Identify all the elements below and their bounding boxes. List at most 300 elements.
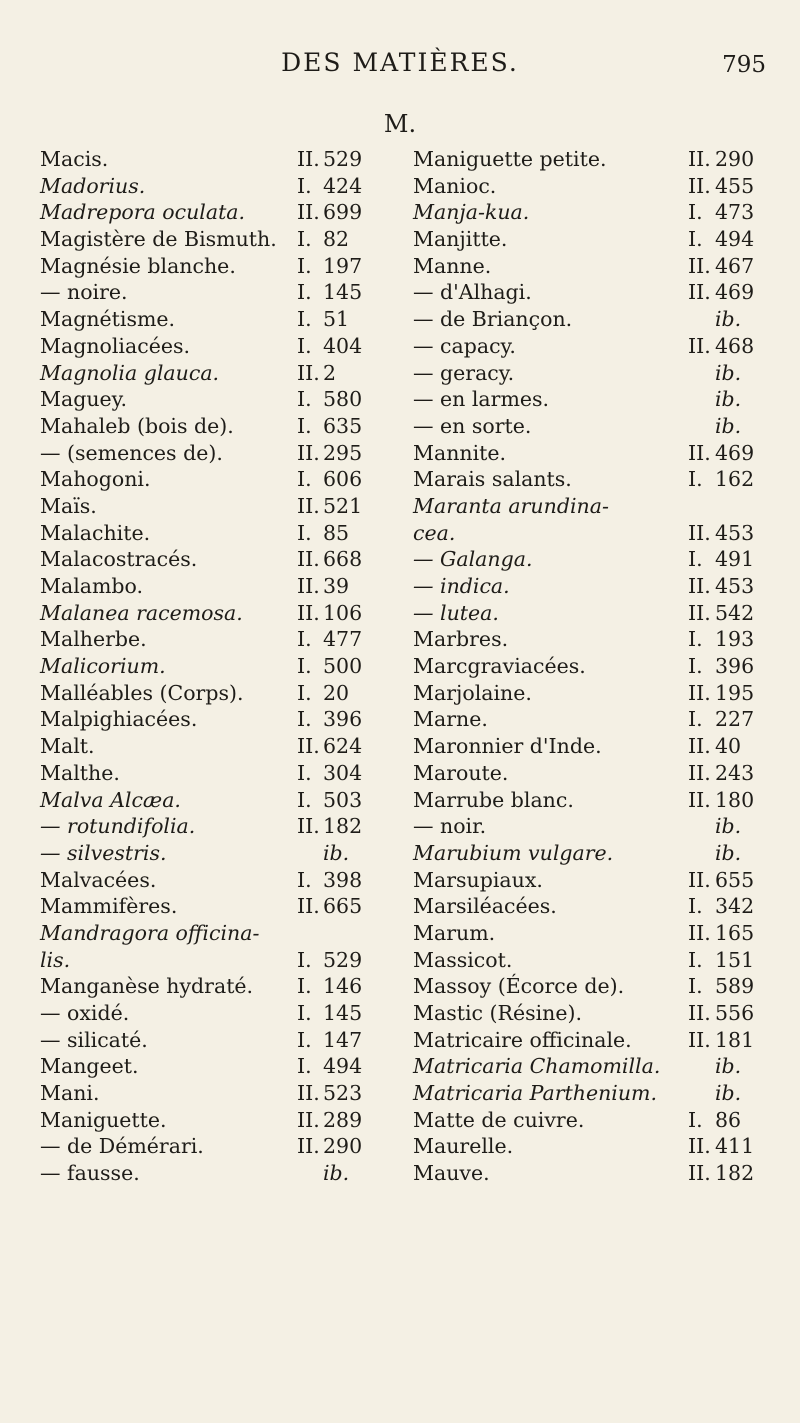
entry-volume: II. [688,440,711,465]
entry-volume: I. [688,974,703,999]
index-entry [413,546,765,573]
entry-page: 424 [323,173,363,198]
index-entry [413,466,765,493]
entry-page: 396 [715,654,755,679]
entry-term: Marais salants. [413,467,572,492]
entry-term: — de Briançon. [413,307,573,332]
index-entry [40,680,370,707]
entry-page: 195 [715,680,755,705]
entry-volume: I. [688,200,703,225]
entry-term: Mangeet. [40,1054,139,1079]
entry-term: cea. [413,520,456,545]
index-entry [413,1027,765,1054]
entry-term: Matricaire officinale. [413,1027,632,1052]
entry-term: — silicaté. [40,1027,148,1052]
entry-volume: I. [297,654,312,679]
entry-page: 529 [323,947,363,972]
entry-volume: II. [688,760,711,785]
entry-page: 51 [323,307,350,332]
entry-term: Malherbe. [40,627,147,652]
entry-volume: I. [688,227,703,252]
entry-volume: I. [297,760,312,785]
entry-page: 2 [323,360,337,385]
entry-page: 521 [323,493,363,518]
index-entry [40,413,370,440]
entry-volume: II. [688,1001,711,1025]
index-entry [40,466,370,493]
entry-term: — Galanga. [413,547,533,572]
index-entry [413,333,765,360]
entry-term: Maïs. [40,493,97,518]
entry-page: ib. [715,814,742,839]
entry-volume: I. [297,787,312,812]
entry-term: Malicorium. [40,654,166,679]
entry-term: Magnésie blanche. [40,253,236,278]
entry-volume: II. [688,574,711,598]
index-entry [40,173,370,200]
entry-term: Maniguette petite. [413,147,607,171]
entry-volume: II. [297,600,320,625]
entry-page: 147 [323,1027,363,1052]
index-entry [413,840,765,867]
entry-page: 589 [715,974,755,999]
entry-term: Mahogoni. [40,467,151,492]
entry-term: — de Démérari. [40,1134,204,1159]
index-entry [40,1107,370,1134]
entry-term: Macis. [40,147,109,171]
entry-volume: II. [688,920,711,945]
entry-page: 453 [715,520,755,545]
entry-page: ib. [715,840,742,865]
entry-term: Malachite. [40,520,151,545]
entry-term: Malva Alcæa. [40,787,181,812]
entry-page: 289 [323,1107,363,1132]
entry-term: Marcgraviacées. [413,654,586,679]
entry-term: — capacy. [413,333,516,358]
index-entry [40,1000,370,1027]
entry-term: — en sorte. [413,413,532,438]
entry-term: Mahaleb (bois de). [40,413,234,438]
entry-term: Maroute. [413,760,509,785]
entry-term: Malthe. [40,760,120,785]
index-entry [413,413,765,440]
entry-page: 453 [715,574,755,598]
index-entry [40,306,370,333]
entry-volume: I. [688,707,703,732]
index-entry [413,867,765,894]
index-entry [413,760,765,787]
entry-page: 82 [323,227,350,252]
entry-page: 180 [715,787,755,812]
entry-term: Magistère de Bismuth. [40,227,277,252]
entry-page: 197 [323,253,363,278]
entry-page: 477 [323,627,363,652]
entry-volume: I. [297,520,312,545]
entry-page: 556 [715,1001,755,1025]
entry-page: ib. [323,1161,350,1186]
index-entry [40,653,370,680]
index-entry [413,733,765,760]
index-entry [413,680,765,707]
index-entry [40,600,370,627]
index-entry [413,253,765,280]
entry-term: Mauve. [413,1161,490,1186]
index-entry [413,493,765,520]
index-entry [40,199,370,226]
entry-volume: II. [297,574,320,598]
index-entry [413,173,765,200]
index-entry [40,1080,370,1107]
entry-page: 467 [715,253,755,278]
entry-term: Malanea racemosa. [40,600,243,625]
index-entry [413,146,765,173]
entry-page: 529 [323,147,363,171]
index-entry [40,1133,370,1160]
entry-volume: II. [688,1027,711,1052]
entry-page: 227 [715,707,755,732]
entry-term: — oxidé. [40,1001,130,1025]
entry-page: 624 [323,734,363,759]
entry-page: 635 [323,413,363,438]
entry-term: lis. [40,947,71,972]
index-entry [40,520,370,547]
index-entry [413,306,765,333]
entry-volume: II. [297,440,320,465]
entry-page: 106 [323,600,363,625]
index-entry [413,1000,765,1027]
entry-page: ib. [715,387,742,412]
entry-term: Mannite. [413,440,507,465]
index-entry [413,1080,765,1107]
entry-page: 145 [323,280,363,305]
index-entry [413,973,765,1000]
entry-term: Massoy (Écorce de). [413,974,625,999]
entry-term: Marbres. [413,627,509,652]
entry-volume: II. [297,894,320,919]
entry-page: 699 [323,200,363,225]
entry-volume: II. [297,1134,320,1159]
entry-term: Maguey. [40,387,128,412]
entry-term: Matte de cuivre. [413,1107,585,1132]
entry-page: 469 [715,440,755,465]
entry-page: 469 [715,280,755,305]
entry-term: Marubium vulgare. [413,840,614,865]
entry-term: — fausse. [40,1161,140,1186]
entry-page: 145 [323,1001,363,1025]
entry-volume: I. [297,173,312,198]
index-entry [413,813,765,840]
entry-page: 606 [323,467,363,492]
entry-term: Mastic (Résine). [413,1001,583,1025]
entry-page: ib. [715,307,742,332]
entry-term: Manne. [413,253,492,278]
index-entry [40,546,370,573]
index-entry [40,360,370,387]
page-number: 795 [722,52,766,78]
entry-term: Malt. [40,734,95,759]
index-entry [40,1160,370,1187]
index-entry [413,1107,765,1134]
entry-volume: II. [688,280,711,305]
entry-volume: I. [297,947,312,972]
index-entry [413,360,765,387]
entry-page: 290 [323,1134,363,1159]
entry-term: — silvestris. [40,840,167,865]
section-letter: M. [383,110,417,138]
entry-term: Mammifères. [40,894,178,919]
entry-volume: II. [297,1081,320,1106]
index-entry [40,279,370,306]
entry-volume: II. [688,1161,711,1186]
entry-page: 151 [715,947,755,972]
entry-term: Magnoliacées. [40,333,190,358]
index-entry [40,226,370,253]
entry-volume: I. [688,467,703,492]
index-entry [413,706,765,733]
entry-page: 86 [715,1107,742,1132]
entry-page: 665 [323,894,363,919]
entry-page: 580 [323,387,363,412]
entry-volume: I. [297,467,312,492]
entry-volume: I. [297,333,312,358]
index-entry [413,573,765,600]
index-entry [40,333,370,360]
entry-volume: II. [688,1134,711,1159]
entry-term: Mani. [40,1081,100,1106]
entry-term: Magnétisme. [40,307,176,332]
entry-page: 500 [323,654,363,679]
entry-volume: II. [688,734,711,759]
entry-term: Massicot. [413,947,513,972]
entry-page: 455 [715,173,755,198]
entry-term: Manja-kua. [413,200,530,225]
entry-term: Malacostracés. [40,547,198,572]
index-entry [413,520,765,547]
entry-page: 655 [715,867,755,892]
entry-page: 193 [715,627,755,652]
index-entry [40,973,370,1000]
index-entry [40,253,370,280]
entry-page: ib. [715,360,742,385]
index-entry [413,226,765,253]
entry-volume: II. [297,547,320,572]
entry-term: Manjitte. [413,227,508,252]
entry-page: 523 [323,1081,363,1106]
entry-volume: I. [688,627,703,652]
entry-term: Maniguette. [40,1107,167,1132]
entry-term: Madrepora oculata. [40,200,246,225]
entry-volume: I. [297,227,312,252]
index-entry [40,787,370,814]
entry-page: 494 [715,227,755,252]
entry-term: Malléables (Corps). [40,680,244,705]
entry-term: — (semences de). [40,440,223,465]
index-entry [40,867,370,894]
entry-page: 494 [323,1054,363,1079]
entry-volume: I. [297,1054,312,1079]
entry-volume: I. [688,1107,703,1132]
index-entry [40,573,370,600]
entry-page: ib. [715,1054,742,1079]
entry-term: — rotundifolia. [40,814,196,839]
entry-term: Marne. [413,707,488,732]
entry-term: Manganèse hydraté. [40,974,254,999]
index-entry [40,146,370,173]
entry-page: 295 [323,440,363,465]
entry-term: — noire. [40,280,128,305]
index-entry [413,600,765,627]
entry-term: — indica. [413,574,510,598]
entry-page: 542 [715,600,755,625]
entry-volume: II. [297,147,320,171]
index-entry [40,840,370,867]
index-entry [413,1160,765,1187]
entry-term: Marrube blanc. [413,787,574,812]
entry-volume: II. [688,520,711,545]
index-entry [40,813,370,840]
entry-page: 146 [323,974,363,999]
entry-term: Matricaria Chamomilla. [413,1054,661,1079]
entry-volume: I. [297,413,312,438]
index-entry [40,440,370,467]
index-entry [413,893,765,920]
entry-term: Malambo. [40,574,144,598]
entry-volume: I. [297,307,312,332]
entry-page: 162 [715,467,755,492]
index-entry [40,1027,370,1054]
entry-term: — noir. [413,814,487,839]
entry-term: Marum. [413,920,496,945]
index-entry [413,626,765,653]
index-entry [40,1053,370,1080]
entry-term: Magnolia glauca. [40,360,220,385]
entry-volume: I. [297,1001,312,1025]
entry-volume: I. [688,894,703,919]
entry-page: 39 [323,574,350,598]
index-entry [413,440,765,467]
index-entry [40,733,370,760]
entry-page: 491 [715,547,755,572]
entry-page: 181 [715,1027,755,1052]
entry-page: 468 [715,333,755,358]
entry-page: 503 [323,787,363,812]
entry-volume: I. [297,280,312,305]
entry-term: Maranta arundina- [413,493,609,518]
index-entry [40,706,370,733]
entry-volume: I. [297,707,312,732]
entry-term: Malpighiacées. [40,707,198,732]
entry-page: 411 [715,1134,755,1159]
entry-term: — geracy. [413,360,515,385]
entry-page: 290 [715,147,755,171]
entry-page: ib. [715,1081,742,1106]
entry-volume: II. [688,173,711,198]
entry-volume: I. [297,387,312,412]
entry-page: 243 [715,760,755,785]
entry-volume: II. [688,147,711,171]
entry-volume: II. [688,253,711,278]
index-entry [40,386,370,413]
entry-volume: II. [688,680,711,705]
entry-volume: II. [297,814,320,839]
index-entry [413,1133,765,1160]
entry-volume: II. [688,787,711,812]
entry-page: 85 [323,520,350,545]
index-column-right [413,146,765,1187]
index-entry [413,920,765,947]
entry-page: ib. [323,840,350,865]
entry-term: Marsupiaux. [413,867,543,892]
index-entry [413,947,765,974]
entry-term: — d'Alhagi. [413,280,532,305]
entry-page: 473 [715,200,755,225]
entry-volume: I. [297,627,312,652]
entry-term: Manioc. [413,173,497,198]
index-entry [413,199,765,226]
entry-term: Matricaria Parthenium. [413,1081,657,1106]
index-entry [413,386,765,413]
entry-page: 396 [323,707,363,732]
entry-term: Maurelle. [413,1134,514,1159]
entry-volume: II. [297,360,320,385]
entry-volume: I. [297,867,312,892]
index-entry [40,760,370,787]
index-entry [40,626,370,653]
entry-volume: I. [297,1027,312,1052]
entry-page: 404 [323,333,363,358]
entry-term: Madorius. [40,173,146,198]
entry-volume: I. [297,253,312,278]
entry-term: Mandragora officina- [40,920,260,945]
entry-volume: II. [688,867,711,892]
entry-term: Maronnier d'Inde. [413,734,602,759]
entry-volume: I. [688,547,703,572]
entry-volume: II. [688,333,711,358]
entry-volume: I. [297,680,312,705]
entry-term: — en larmes. [413,387,550,412]
entry-term: Marsiléacées. [413,894,557,919]
entry-page: ib. [715,413,742,438]
index-entry [40,493,370,520]
index-entry [40,947,370,974]
index-column-left [40,146,370,1187]
entry-page: 182 [323,814,363,839]
entry-page: 40 [715,734,742,759]
index-entry [413,1053,765,1080]
entry-term: Marjolaine. [413,680,532,705]
entry-term: — lutea. [413,600,499,625]
entry-page: 398 [323,867,363,892]
index-entry [413,653,765,680]
entry-page: 20 [323,680,350,705]
entry-term: Malvacées. [40,867,157,892]
entry-page: 165 [715,920,755,945]
entry-volume: I. [688,654,703,679]
index-entry [413,279,765,306]
entry-volume: II. [688,600,711,625]
entry-page: 182 [715,1161,755,1186]
entry-volume: II. [297,734,320,759]
entry-volume: I. [297,974,312,999]
entry-volume: I. [688,947,703,972]
entry-volume: II. [297,1107,320,1132]
entry-volume: II. [297,493,320,518]
index-entry [40,920,370,947]
entry-page: 342 [715,894,755,919]
index-entry [413,787,765,814]
index-entry [40,893,370,920]
entry-volume: II. [297,200,320,225]
